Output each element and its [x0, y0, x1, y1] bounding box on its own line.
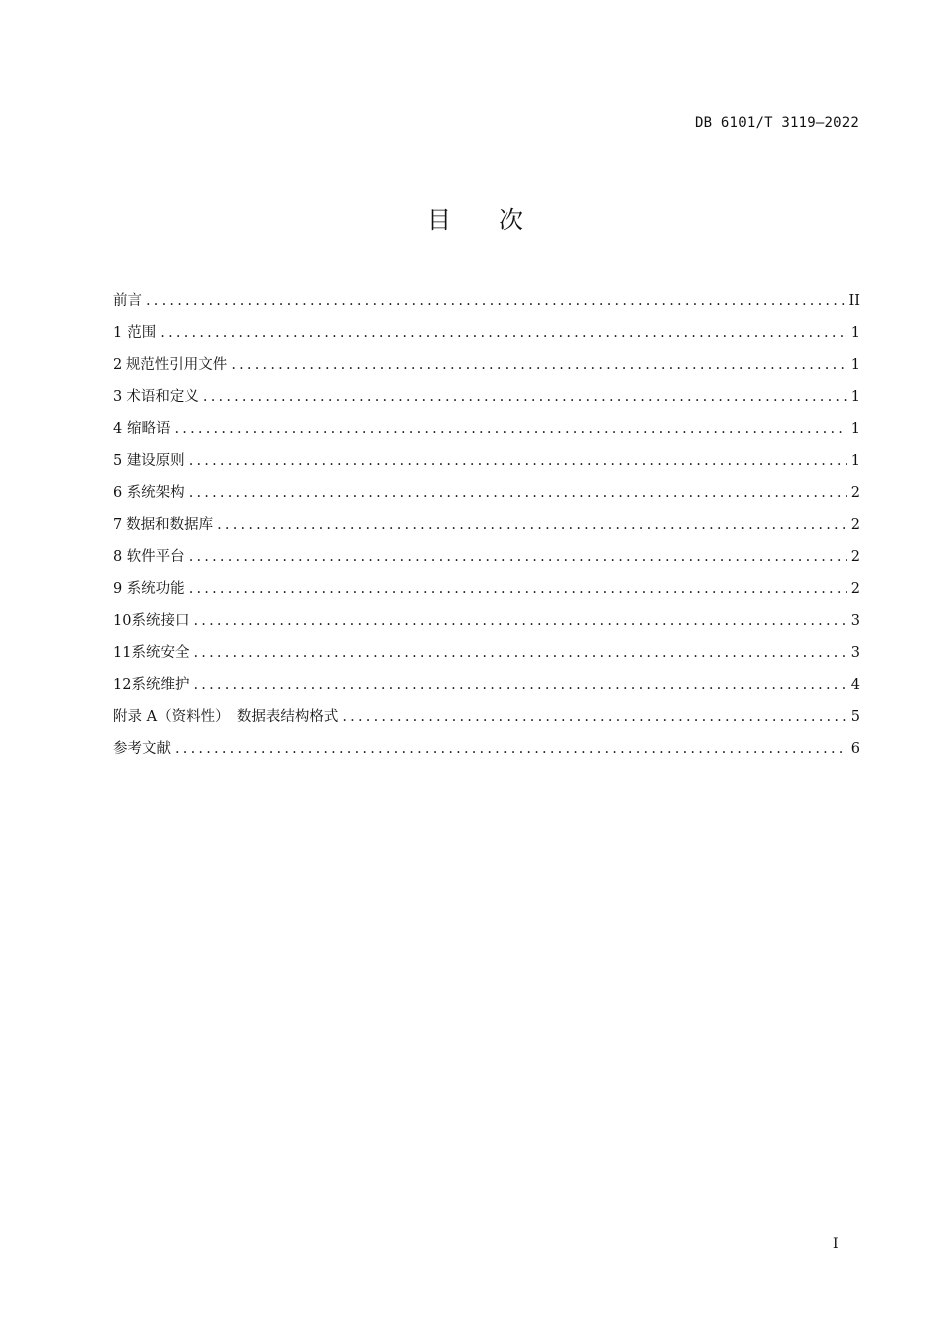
toc-list: [113, 289, 860, 769]
toc-entry-label: 系统架构: [126, 485, 185, 501]
toc-title-char-2: 次: [499, 206, 523, 234]
toc-entry-number: 7: [113, 517, 123, 533]
toc-entry-5[interactable]: [113, 449, 860, 481]
toc-entry-label: 建设原则: [126, 453, 185, 469]
toc-leader-dots: [342, 709, 846, 725]
toc-entry-page: 1: [850, 453, 860, 469]
toc-entry-number: 2: [113, 357, 123, 373]
toc-entry-11[interactable]: [113, 641, 860, 673]
toc-entry-12[interactable]: [113, 673, 860, 705]
toc-entry-page: 1: [850, 325, 860, 341]
toc-leader-dots: [174, 421, 846, 437]
toc-title-char-1: 目: [427, 206, 451, 234]
toc-leader-dots: [189, 453, 847, 469]
toc-entry-label: 前言: [113, 293, 142, 309]
toc-entry-number: 11: [113, 645, 132, 661]
toc-entry-page: 3: [850, 645, 860, 661]
toc-entry-3[interactable]: [113, 385, 860, 417]
toc-entry-appendix-a[interactable]: [113, 705, 860, 737]
document-code: DB 6101/T 3119—2022: [695, 115, 859, 131]
toc-entry-label: 系统功能: [126, 581, 185, 597]
toc-entry-page: 1: [850, 389, 860, 405]
toc-entry-2[interactable]: [113, 353, 860, 385]
toc-entry-page: 2: [850, 581, 860, 597]
toc-entry-number: 5: [113, 453, 123, 469]
toc-entry-number: 1: [113, 325, 123, 341]
toc-entry-foreword[interactable]: [113, 289, 860, 321]
toc-entry-10[interactable]: [113, 609, 860, 641]
toc-entry-page: II: [848, 293, 860, 309]
toc-leader-dots: [175, 741, 847, 757]
toc-entry-8[interactable]: [113, 545, 860, 577]
toc-entry-page: 2: [850, 549, 860, 565]
toc-leader-dots: [189, 549, 847, 565]
toc-entry-label: 系统安全: [131, 645, 190, 661]
toc-entry-page: 1: [850, 421, 860, 437]
toc-entry-6[interactable]: [113, 481, 860, 513]
toc-entry-label: 数据和数据库: [126, 517, 214, 533]
toc-entry-bibliography[interactable]: [113, 737, 860, 769]
toc-entry-label: 术语和定义: [126, 389, 199, 405]
toc-entry-page: 3: [850, 613, 860, 629]
toc-entry-label: 参考文献: [113, 741, 171, 757]
toc-entry-label: 缩略语: [126, 421, 171, 437]
toc-entry-9[interactable]: [113, 577, 860, 609]
toc-leader-dots: [193, 613, 846, 629]
toc-leader-dots: [160, 325, 846, 341]
toc-entry-label: 附录 A（资料性） 数据表结构格式: [113, 709, 339, 725]
toc-leader-dots: [189, 581, 847, 597]
toc-entry-page: 5: [850, 709, 860, 725]
toc-leader-dots: [189, 485, 847, 501]
toc-entry-number: 12: [113, 677, 132, 693]
toc-entry-page: 2: [850, 517, 860, 533]
toc-entry-number: 6: [113, 485, 123, 501]
toc-leader-dots: [203, 389, 847, 405]
toc-entry-number: 4: [113, 421, 123, 437]
toc-entry-label: 系统维护: [131, 677, 190, 693]
toc-entry-number: 3: [113, 389, 123, 405]
toc-entry-label: 规范性引用文件: [125, 357, 228, 373]
toc-entry-page: 4: [850, 677, 860, 693]
toc-title: [0, 200, 950, 235]
toc-entry-label: 系统接口: [131, 613, 190, 629]
toc-entry-page: 1: [850, 357, 860, 373]
toc-entry-number: 9: [113, 581, 123, 597]
toc-entry-4[interactable]: [113, 417, 860, 449]
toc-entry-number: 8: [113, 549, 123, 565]
toc-leader-dots: [217, 517, 847, 533]
toc-leader-dots: [231, 357, 846, 373]
toc-leader-dots: [193, 677, 846, 693]
toc-entry-label: 范围: [127, 325, 157, 341]
toc-leader-dots: [146, 293, 845, 309]
toc-entry-7[interactable]: [113, 513, 860, 545]
toc-entry-1[interactable]: [113, 321, 860, 353]
toc-entry-label: 软件平台: [126, 549, 185, 565]
toc-entry-page: 6: [850, 741, 860, 757]
toc-leader-dots: [193, 645, 846, 661]
page-number: I: [833, 1236, 839, 1252]
toc-entry-number: 10: [113, 613, 132, 629]
toc-entry-page: 2: [850, 485, 860, 501]
